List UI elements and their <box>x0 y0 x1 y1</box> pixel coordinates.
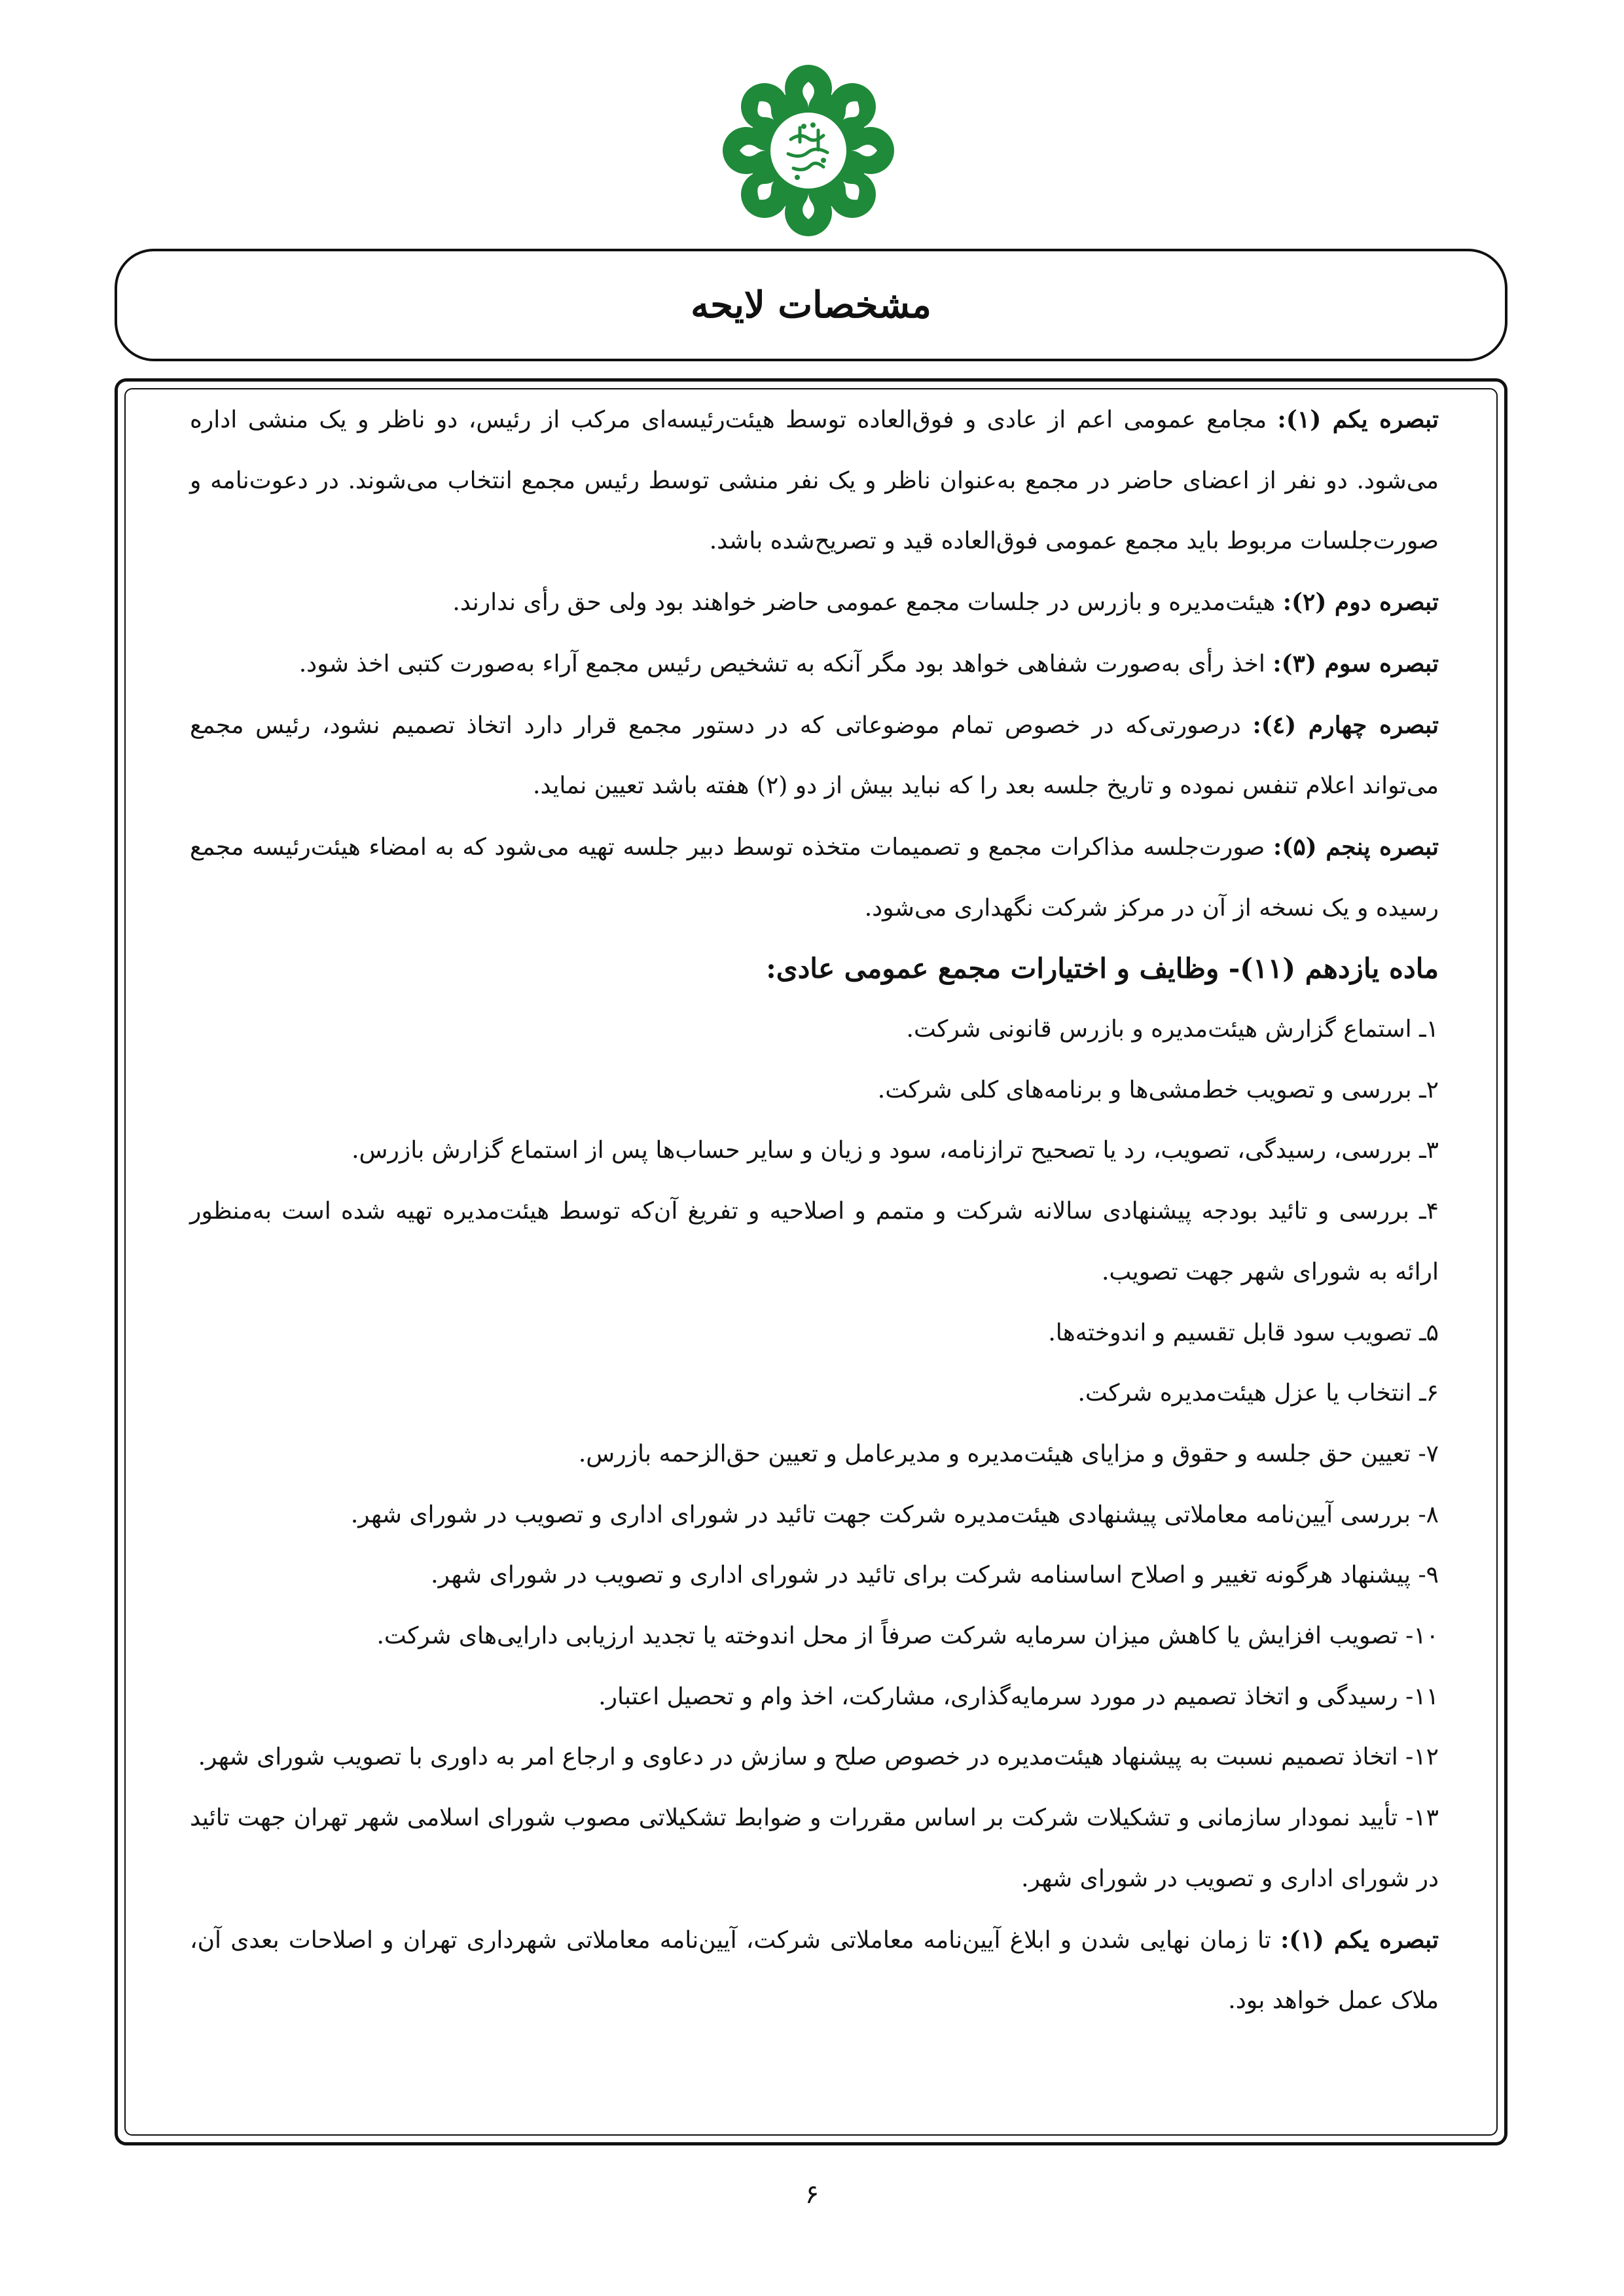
note-paragraph <box>190 572 1439 634</box>
list-item: ۵ـ تصویب سود قابل تقسیم و اندوخته‌ها. <box>1048 1319 1439 1346</box>
note-text: درصورتی‌که در خصوص تمام موضوعاتی که در دستور مجمع قرار دارد اتخاذ تصمیم نشود، رئیس مجمع می‌تواند اعلام تنفس نموده و تاریخ جلسه بعد را که نباید بیش از دو (۲) هفته باشد تعیین نماید. <box>190 711 1439 800</box>
note-lead: تبصره سوم (۳): <box>1272 649 1439 677</box>
note-text: تا زمان نهایی شدن و ابلاغ آیین‌نامه معاملاتی شرکت، آیین‌نامه معاملاتی شهرداری تهران و اصلاحات بعدی آن، ملاک عمل خواهد بود. <box>190 1926 1439 2015</box>
list-item: ۱۰- تصویب افزایش یا کاهش میزان سرمایه شرکت صرفاً از محل اندوخته یا تجدید ارزیابی دارایی‌های شرکت. <box>376 1623 1439 1650</box>
list-item: ۸- بررسی آیین‌نامه معاملاتی پیشنهادی هیئت‌مدیره شرکت جهت تائید در شورای اداری و تصویب در شورای شهر. <box>350 1501 1439 1528</box>
list-item: ۱ـ استماع گزارش هیئت‌مدیره و بازرس قانونی شرکت. <box>906 1016 1439 1043</box>
note-text: مجامع عمومی اعم از عادی و فوق‌العاده توسط هیئت‌رئیسه‌ای مرکب از رئیس، دو ناظر و یک منشی اداره می‌شود. دو نفر از اعضای حاضر در مجمع به‌عنوان ناظر و یک نفر منشی توسط رئیس مجمع انتخاب می‌شوند. در دعوت‌نامه و صورت‌جلسات مربوط باید مجمع عمومی فوق‌العاده قید و تصریح‌شده باشد. <box>190 406 1439 555</box>
note-paragraph <box>190 389 1439 572</box>
list-item: ۲ـ بررسی و تصویب خط‌مشی‌ها و برنامه‌های کلی شرکت. <box>877 1076 1439 1103</box>
council-logo-icon <box>720 62 897 239</box>
list-item: ۹- پیشنهاد هرگونه تغییر و اصلاح اساسنامه شرکت برای تائید در شورای اداری و تصویب در شورای شهر. <box>431 1562 1439 1589</box>
title-box <box>115 249 1507 361</box>
content-frame <box>115 378 1507 2145</box>
note-lead: تبصره چهارم (٤): <box>1252 711 1439 739</box>
article-heading: ماده یازدهم (۱۱)- وظایف و اختیارات مجمع عمومی عادی: <box>766 952 1439 985</box>
note-paragraph <box>190 634 1439 695</box>
note-paragraph <box>190 1910 1439 2032</box>
list-item: ۳ـ بررسی، رسیدگی، تصویب، رد یا تصحیح ترازنامه، سود و زیان و سایر حساب‌ها پس از استماع گزارش بازرس. <box>352 1137 1439 1164</box>
note-paragraph <box>190 817 1439 939</box>
page-number: ۶ <box>804 2179 820 2210</box>
note-text: صورت‌جلسه مذاکرات مجمع و تصمیمات متخذه توسط دبیر جلسه تهیه می‌شود که به امضاء هیئت‌رئیسه مجمع رسیده و یک نسخه از آن در مرکز شرکت نگهداری می‌شود. <box>190 833 1439 922</box>
list-item: ۴ـ بررسی و تائید بودجه پیشنهادی سالانه شرکت و متمم و اصلاحیه و تفریغ آن‌که توسط هیئت‌مدیره تهیه شده است به‌منظور ارائه به شورای شهر جهت تصویب. <box>190 1198 1439 1285</box>
list-item: ۶ـ انتخاب یا عزل هیئت‌مدیره شرکت. <box>1077 1380 1439 1407</box>
note-lead: تبصره دوم (۲): <box>1282 588 1439 617</box>
note-paragraph <box>190 695 1439 817</box>
note-lead: تبصره یکم (۱): <box>1277 406 1439 433</box>
note-lead: تبصره یکم (۱): <box>1280 1926 1439 1954</box>
page-title: مشخصات لایحه <box>691 283 931 327</box>
list-item: ۷- تعیین حق جلسه و حقوق و مزایای هیئت‌مدیره و مدیرعامل و تعیین حق‌الزحمه بازرس. <box>578 1440 1439 1467</box>
note-text: هیئت‌مدیره و بازرس در جلسات مجمع عمومی حاضر خواهند بود ولی حق رأی ندارند. <box>452 589 1283 617</box>
list-item: ۱۱- رسیدگی و اتخاذ تصمیم در مورد سرمایه‌گذاری، مشارکت، اخذ وام و تحصیل اعتبار. <box>598 1683 1439 1710</box>
note-text: اخذ رأی به‌صورت شفاهی خواهد بود مگر آنکه به تشخیص رئیس مجمع آراء به‌صورت کتبی اخذ شود. <box>298 650 1273 677</box>
document-body <box>190 389 1439 2032</box>
list-item: ۱۳- تأیید نمودار سازمانی و تشکیلات شرکت بر اساس مقررات و ضوابط تشکیلاتی مصوب شورای اسلامی شهر تهران جهت تائید در شورای اداری و تصویب در شورای شهر. <box>190 1804 1439 1892</box>
list-item: ۱۲- اتخاذ تصمیم نسبت به پیشنهاد هیئت‌مدیره در خصوص صلح و سازش در دعاوی و ارجاع امر به داوری با تصویب شورای شهر. <box>198 1744 1439 1771</box>
note-lead: تبصره پنجم (۵): <box>1272 833 1439 861</box>
